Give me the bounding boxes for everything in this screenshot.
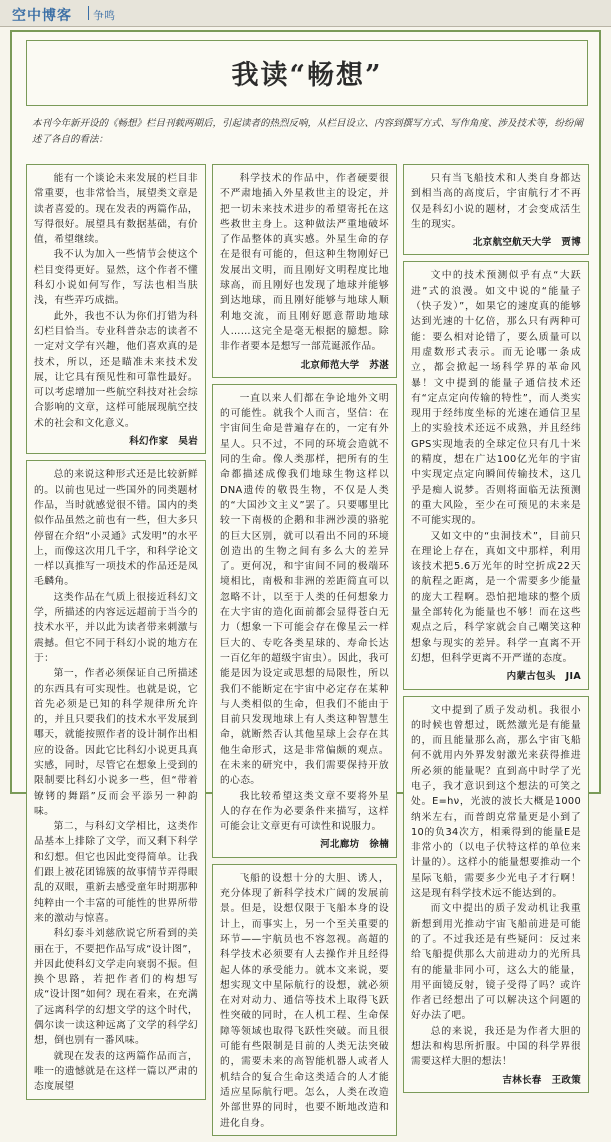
title-frame xyxy=(26,40,588,106)
section-title: 空中博客 xyxy=(12,8,72,24)
letter-box xyxy=(212,384,397,858)
signature-org: 河北廊坊 xyxy=(320,839,360,851)
header-divider xyxy=(88,6,89,20)
letter-paragraph: 我不认为加入一些情节会使这个栏目变得更好。显然，这个作者不懂科幻小说如何写作，写法也相当肤浅，有些弄巧成拙。 xyxy=(34,249,198,307)
article-title: 我读“畅想” xyxy=(231,60,383,91)
letter-box xyxy=(403,164,589,255)
letter-signature xyxy=(220,358,389,373)
letter-paragraph: 而文中提出的质子发动机让我重新想到用光推动宇宙飞船前进是可能的了。不过我还是有些疑问：反过来给飞船提供那么大前进动力的光所具有的能量非同小可，这么大的能量，用平面镜反射，镜子受得了吗？或许作者已经想出了可以解决这个问题的好办法了吧。 xyxy=(411,903,581,1022)
letter-paragraph: 一直以来人们都在争论地外文明的可能性。就我个人而言，坚信：在宇宙间生命是普遍存在的，一定有外星人。只不过，不同的环境会造就不同的生命。像人类那样，把所有的生命都描述成像我们地球生物这样以DNA遗传的敬畏生物，不仅是人类的“大国沙文主义”罢了。只要哪里比较一下南极的企鹅和非洲沙漠的骆驼的巨大区别，就可以看出不同的环境创造出的生物之间有多么大的差异了。更何况，和宇宙间不同的极端环境相比，南极和非洲的差距简直可以忽略不计，以至于人类的任何想象力在大宇宙的造化面前都会显得苍白无力（想象一下可能会存在像星云一样巨大的、专吃各类星球的、寿命长达一百亿年的超级宇宙虫）。因此，我可能是因为设定或思想的局限性，所以我们不能断定在宇宙中必定存在某种与人类相似的生命，但我们不能由于目前只发现地球上有人类这种智慧生命，就断然否认其他星球上会存在其他生命形式，这是非常偏颇的观点。在未来的研究中，我们需要保持开放的心态。 xyxy=(220,392,389,787)
letter-paragraph: 总的来说这种形式还是比较新鲜的。以前也见过一些国外的同类题材作品，当时就感觉很不错。国内的类似作品虽然之前也有一些，但大多只停留在介绍“小灵通》式发明”的水平上，而像这次用几千字，和科学论文一样以真推写一项技术的作品还是凤毛麟角。 xyxy=(34,469,198,588)
letter-signature xyxy=(220,837,389,852)
letter-paragraph: 这类作品在气质上很接近科幻文学，所描述的内容远远超前于当今的技术水平，并以此为读者带来刺激与震撼。但它不同于科幻小说的地方在于： xyxy=(34,591,198,664)
column-left xyxy=(26,164,206,1106)
letter-paragraph: 科幻泰斗刘慈欣说它所看到的美丽在于，不要把作品写成“设计图”，并因此使科幻文学走向衰弱不振。但换个思路，若把作者们的构想写成“设计图”如何？现在看来，在充满了远离科学的幻想文学的这个时代，偶尔读一读这种远离了文学的科学幻想，倒也别有一番风味。 xyxy=(34,928,198,1047)
column-right xyxy=(403,164,589,1099)
letter-box xyxy=(212,864,397,1136)
signature-org: 吉林长春 xyxy=(502,1074,542,1086)
column-middle xyxy=(212,164,397,1142)
letter-box xyxy=(26,460,206,1099)
signature-org: 北京航空航天大学 xyxy=(472,237,552,249)
letter-paragraph: 就现在发表的这两篇作品而言，唯一的遗憾就是在这样一篇以严肃的态度展望 xyxy=(34,1050,198,1093)
letter-signature xyxy=(34,434,198,449)
letter-box xyxy=(403,696,589,1093)
signature-org: 内蒙古包头 xyxy=(506,671,556,683)
letter-paragraph: 文中的技术预测似乎有点“大跃进”式的浪漫。如文中说的“能量子（快子发）”，如果它的速度真的能够达到光速的十亿倍，那么只有两种可能：要么相对论错了，要么质量可以用虚数形式表示。而无论哪一条成立，都会掀起一场科学界的革命风暴！文中提到的能量子通信技术还有“定点定向传输的特性”，而人类实现用于经纬度坐标的光速在通信卫星上的实验技术还远不成熟，并且经纬GPS实现地表的全球定位只有几十米的精度，想在广达100亿光年的宇宙中实现定点定向瞬间传输技术，这几乎是痴人说梦。否则将面临无法预测的重大风险，至少在可预见的未来是不可能实现的。 xyxy=(411,270,581,527)
signature-org: 北京师范大学 xyxy=(300,359,360,371)
article-page xyxy=(10,30,601,1129)
article-intro: 本刊今年新开设的《畅想》栏目刊载两期后，引起读者的热烈反响，从栏目设立、内容到撰写方式、写作角度、涉及技术等，纷纷阐述了各自的看法： xyxy=(32,118,584,145)
letter-box xyxy=(212,164,397,378)
signature-name: JIA xyxy=(565,671,581,683)
letter-paragraph: 飞船的设想十分的大胆、诱人，充分体现了新科学技术广阔的发展前景。但是，设想仅限于飞船本身的设计上，而事实上，另一个至关重要的环节——宇航员也不容忽视。高超的科学技术必须要有人去操作并且经得起人体的承受能力。就本文来说，要想实现文中星际航行的设想，就必须在对对动力、通信等技术上取得飞跃性突破的同时，在人机工程、生命保障等领域也取得飞跃性突破。而且很可能有些限制是目前的人类无法突破的，需要未来的高智能机器人或者人机结合的复合生命这类适合的人才能适应星际航行吧。怎么，人类在改造外部世界的同时，也要不断地改造和进化自身。 xyxy=(220,872,389,1129)
letter-paragraph: 此外，我也不认为你们打错为科幻栏目恰当。专业科普杂志的读者不一定对文学有兴趣，他们喜欢真的是技术，所以，还是瞄准未来技术发展，让它具有预见性和可靠性最好。可以考虑增加一些航空科技对社会综合影响的文章，这样可能展现航空技术的社会和文化意义。 xyxy=(34,310,198,429)
letter-paragraph: 又如文中的“虫洞技术”，目前只在理论上存在，真如文中那样，利用该技术把5.6万光年的时空折成22天的航程之距离，是一个需要多少能量的庞大工程啊。恐怕把地球的整个质量全部转化为能量也不够！而在这些观点之后，科学家就会自己嘲笑这种想象与现实的差异。科学一直离不开幻想，但科学更离不开严谨的态度。 xyxy=(411,530,581,664)
letter-paragraph: 只有当飞船技术和人类自身都达到相当高的高度后，宇宙航行才不再仅是科幻小说的题材，才会变成活生生的现实。 xyxy=(411,173,581,230)
signature-name: 徐楠 xyxy=(369,839,389,851)
letter-paragraph: 能有一个谈论未来发展的栏目非常重要，也非常恰当，展望类文章是读者喜爱的。现在发表的两篇作品，写得很好。展望具有数据基础，有价值，希望继续。 xyxy=(34,173,198,246)
letter-paragraph: 文中提到了质子发动机。我很小的时候也曾想过，既然激光是有能量的，而且能量那么高，那么宇宙飞船何不就用内外界发射激光来获得推进所必须的能量呢？直到高中时学了光电子，我才意识到这个想法的可笑之处。E=hν，光波的波长大概是1000纳米左右，而普朗克常量更是小到了10的负34次方，相乘得到的能量E是非常小的（以电子伏特这样的单位来计量的）。这样小的能量想要推动一个星际飞船，需要多少光电子才行啊！这是现有科学技术远不能达到的。 xyxy=(411,704,581,900)
letter-paragraph: 科学技术的作品中，作者硬要很不严肃地插入外星救世主的设定，并把一切未来技术进步的希望寄托在这些救世主身上。这种做法严重地破坏了作品整体的真实感。外星生命的存在是很有可能的，但这种生物刚好已发展出文明，而且刚好文明程度比地球高，而且刚好也发现了地球并能够到达地球，而且刚好能够与地球人顺利地交流，而且刚好愿意帮助地球人……这完全是毫无根据的臆想。除非作者要本是想写一部荒诞派作品。 xyxy=(220,173,389,353)
letter-signature xyxy=(411,669,581,684)
section-subtitle: 争鸣 xyxy=(93,9,115,22)
letter-paragraph: 我比较希望这类文章不要将外星人的存在作为必要条件来描写，这样可能会让文章更有可读性和说服力。 xyxy=(220,790,389,833)
signature-org: 科幻作家 xyxy=(129,436,169,448)
signature-name: 吴岩 xyxy=(178,436,198,448)
signature-name: 王政策 xyxy=(551,1074,581,1086)
signature-name: 苏湛 xyxy=(369,359,389,371)
signature-name: 贾博 xyxy=(561,237,581,249)
letter-paragraph: 第二，与科幻文学相比，这类作品基本上排除了文学，而又剩下科学和幻想。但它也因此变得简单。让我们跟上被花团锦簇的故事情节弄得眼乱的双眼，重新去感受童年时期那种纯粹由一个丰富的可能性的世界所带来的激动与惊喜。 xyxy=(34,821,198,924)
letter-signature xyxy=(411,235,581,250)
letter-signature xyxy=(411,1073,581,1088)
letter-paragraph: 总的来说，我还是为作者大胆的想法和构思所折服。中国的科学界很需要这样大胆的想法！ xyxy=(411,1025,581,1068)
letter-box xyxy=(403,261,589,689)
letter-paragraph: 第一，作者必须保证自己所描述的东西具有可实现性。也就是说，它首先必须是已知的科学规律所允许的，并且只要我们的技术水平发展到哪天，就能按照作者的设计制作出相应的设备。因此它比科幻小说更具真实感，同时，尽管它在想象上受到的限制要比科幻小说多一些，但“带着镣铐的舞蹈”反而会平添另一种韵味。 xyxy=(34,668,198,817)
page-header xyxy=(0,0,611,27)
letter-box xyxy=(26,164,206,454)
